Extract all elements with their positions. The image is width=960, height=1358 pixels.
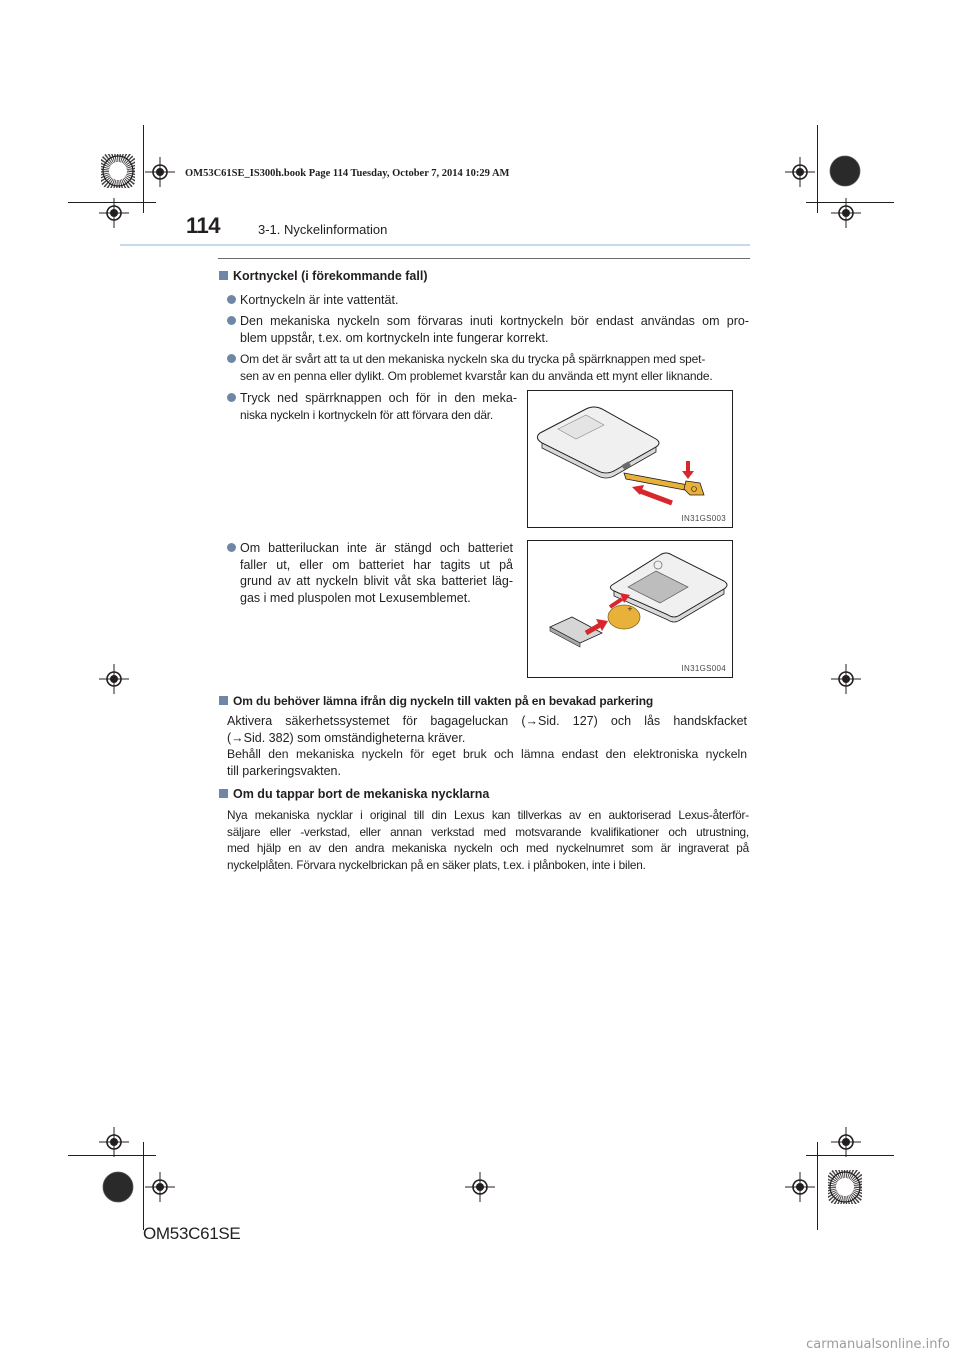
starburst-mark-icon <box>101 1170 135 1204</box>
figure-id: IN31GS003 <box>681 514 726 523</box>
registration-target-icon <box>831 664 861 694</box>
round-bullet-icon <box>227 393 236 402</box>
round-bullet-icon <box>227 295 236 304</box>
square-bullet-icon <box>219 271 228 280</box>
crop-mark <box>817 125 818 213</box>
registration-target-icon <box>831 1127 861 1157</box>
starburst-mark-icon <box>101 154 135 188</box>
battery-illustration <box>528 541 732 677</box>
card-key-heading: Kortnyckel (i förekommande fall) <box>219 268 428 285</box>
figure-card-key-insert <box>527 390 733 528</box>
content-rule <box>218 258 750 259</box>
card-key-illustration <box>528 391 732 527</box>
valet-paragraph: Aktivera säkerhetssystemet för bagageluckan (→Sid. 127) och lås handskfacket (→Sid. 382) som omständigheterna kräver. Behåll den mekaniska nyckeln för eget bruk och lämna endast den elektroniska nyckeln till parkeringsvakten. <box>227 714 747 778</box>
lost-keys-heading: Om du tappar bort de mekaniska nycklarna <box>219 786 489 803</box>
registration-target-icon <box>785 1172 815 1202</box>
list-item: Den mekaniska nyckeln som förvaras inuti kortnyckeln bör endast användas om pro- blem uppstår, t.ex. om kortnyckeln inte fungerar korrekt. <box>227 313 749 346</box>
page-number: 114 <box>186 213 220 238</box>
round-bullet-icon <box>227 354 236 363</box>
file-info-header: OM53C61SE_IS300h.book Page 114 Tuesday, October 7, 2014 10:29 AM <box>185 168 510 179</box>
crop-mark <box>143 125 144 213</box>
starburst-mark-icon <box>828 154 862 188</box>
lost-keys-paragraph: Nya mekaniska nycklar i original till din Lexus kan tillverkas av en auktoriserad Lexus-återför- säljare eller -verkstad, eller annan verkstad med motsvarande kvalifikationer och utrustning, med hjälp en av den andra mekaniska nyckeln och med nyckelnumret som är ingraverat på nyckelplåten. Förvara nyckelbrickan på en säker plats, t.ex. i plånboken, inte i bilen. <box>227 808 749 872</box>
site-watermark[interactable]: carmanualsonline.info <box>806 1337 950 1352</box>
registration-target-icon <box>99 198 129 228</box>
square-bullet-icon <box>219 789 228 798</box>
round-bullet-icon <box>227 543 236 552</box>
registration-target-icon <box>785 157 815 187</box>
registration-target-icon <box>465 1172 495 1202</box>
list-item: Kortnyckeln är inte vattentät. <box>227 292 398 309</box>
header-rule <box>120 244 750 246</box>
list-item: Tryck ned spärrknappen och för in den meka- niska nyckeln i kortnyckeln för att förvara den där. <box>227 390 517 423</box>
figure-battery-insert <box>527 540 733 678</box>
registration-target-icon <box>99 664 129 694</box>
round-bullet-icon <box>227 316 236 325</box>
section-title: 3-1. Nyckelinformation <box>258 222 388 237</box>
figure-id: IN31GS004 <box>681 664 726 673</box>
registration-target-icon <box>145 157 175 187</box>
registration-target-icon <box>145 1172 175 1202</box>
starburst-mark-icon <box>828 1170 862 1204</box>
svg-text:+: + <box>627 605 633 613</box>
model-code: OM53C61SE <box>143 1224 241 1243</box>
list-item: Om det är svårt att ta ut den mekaniska nyckeln ska du trycka på spärrknappen med spet- sen av en penna eller dylikt. Om problemet kvarstår kan du använda ett mynt eller liknande. <box>227 351 757 384</box>
list-item: Om batteriluckan inte är stängd och batteriet faller ut, eller om batteriet har tagits ut på grund av att nyckeln blivit våt ska batteriet läg- gas i med pluspolen mot Lexusemblemet. <box>227 540 513 606</box>
square-bullet-icon <box>219 696 228 705</box>
valet-heading: Om du behöver lämna ifrån dig nyckeln till vakten på en bevakad parkering <box>219 693 653 710</box>
registration-target-icon <box>99 1127 129 1157</box>
registration-target-icon <box>831 198 861 228</box>
